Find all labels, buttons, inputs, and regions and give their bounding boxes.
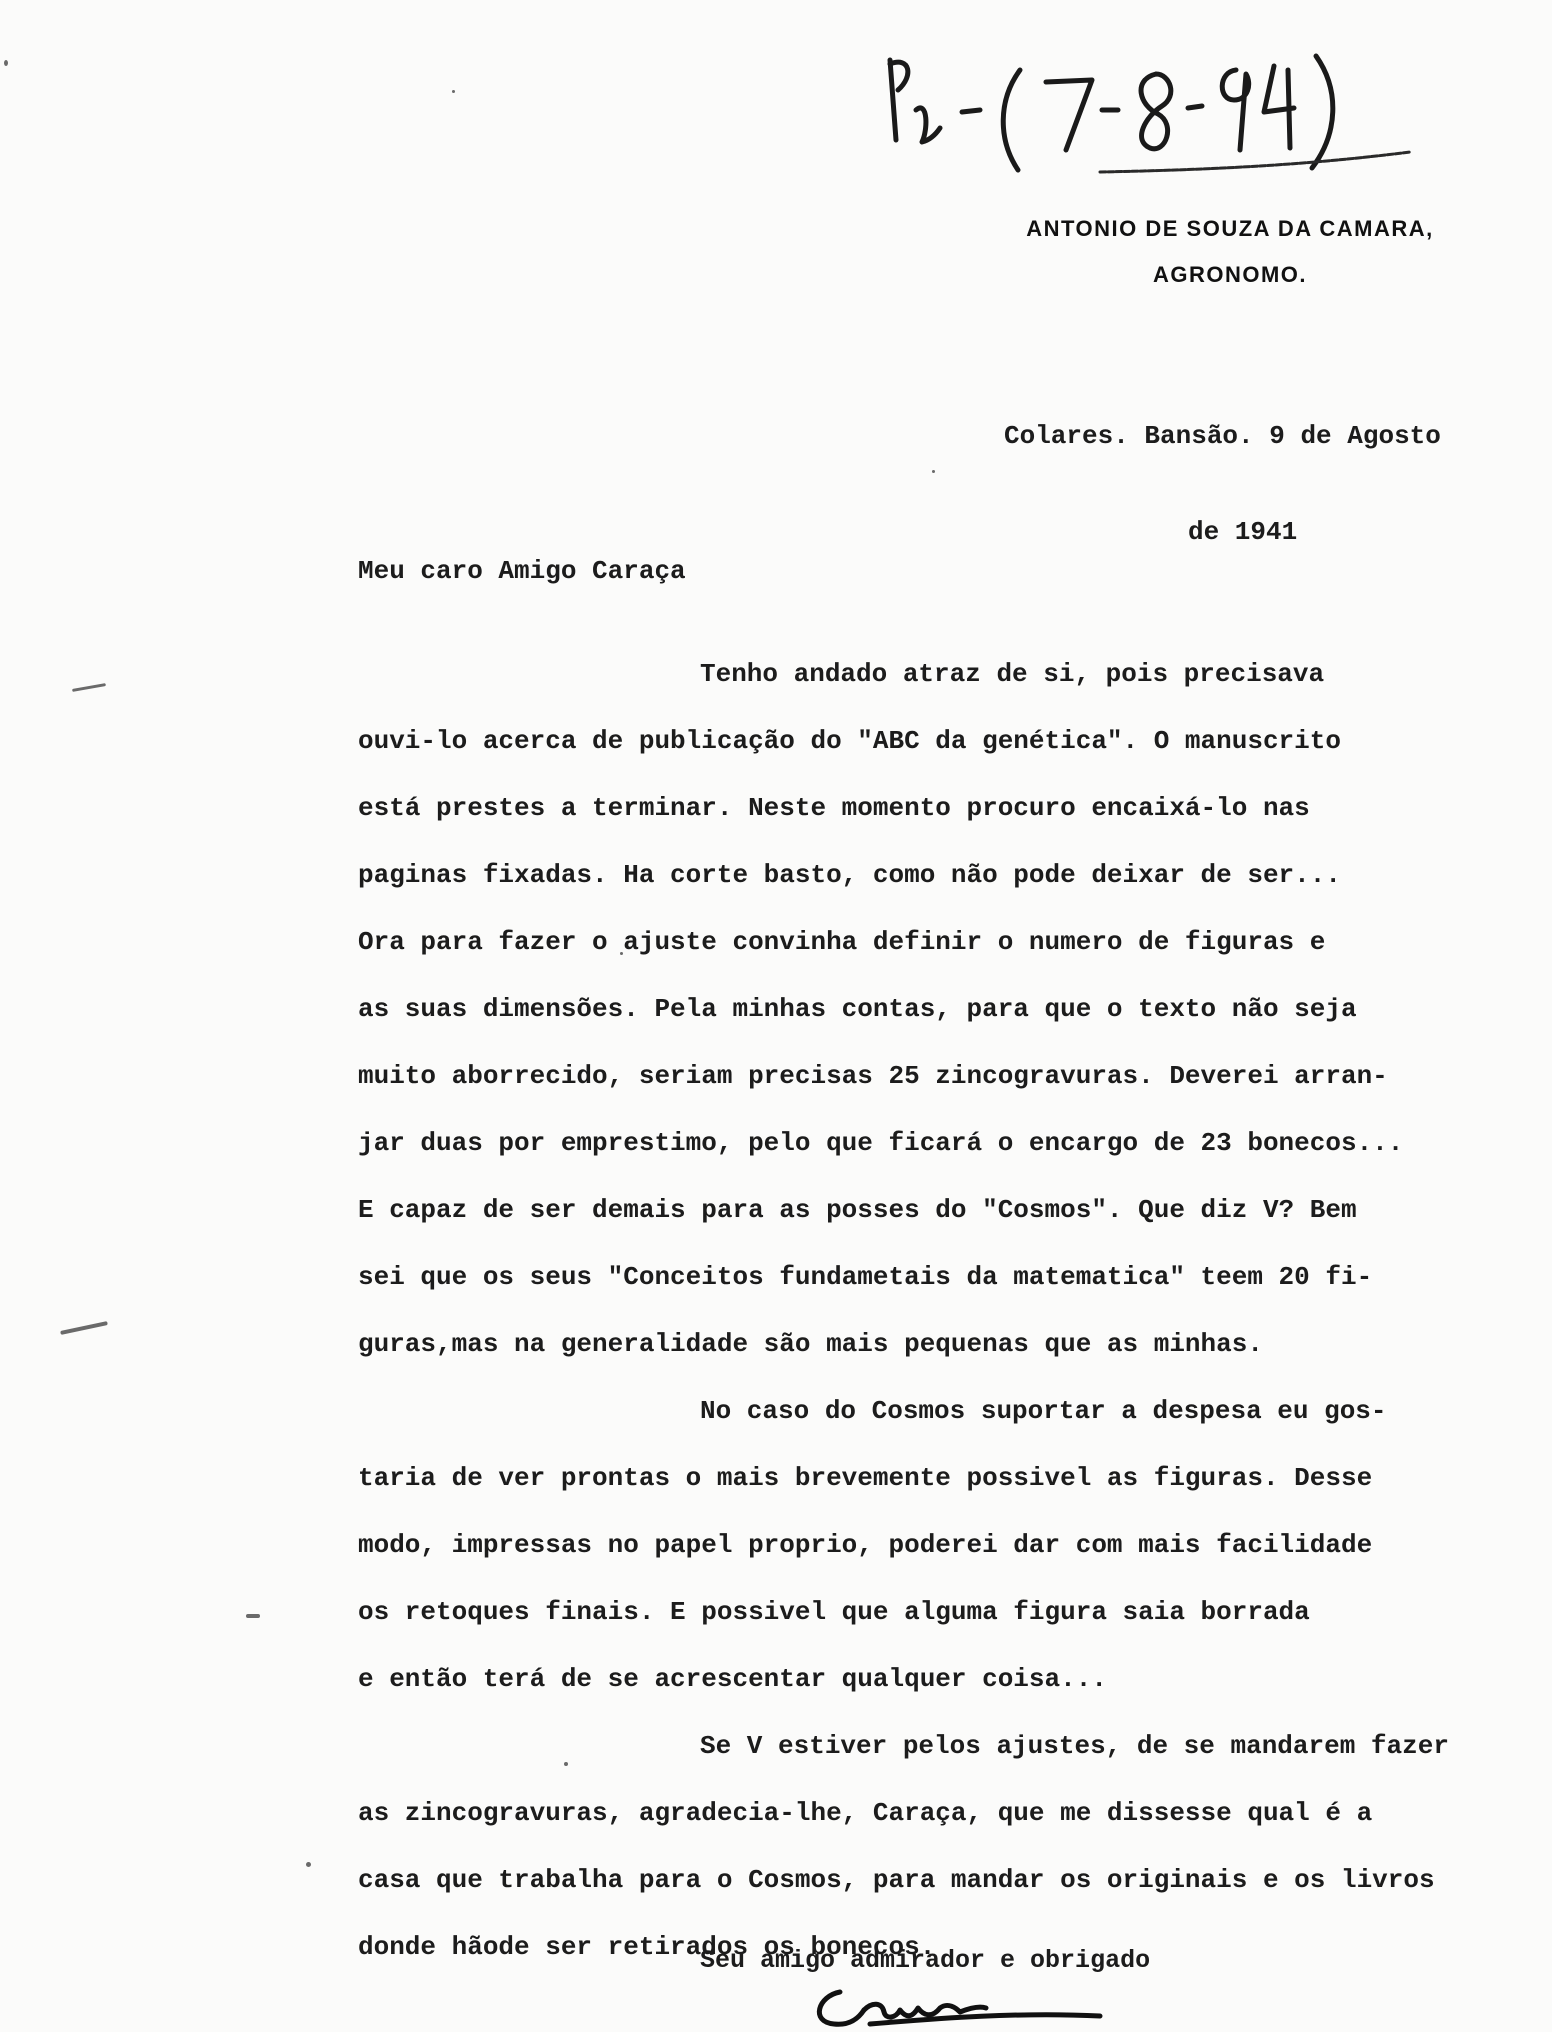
body-line: os retoques finais. E possivel que alguma figura saia borrada <box>358 1597 1310 1627</box>
body-line: Tenho andado atraz de si, pois precisava <box>700 659 1325 689</box>
scan-speck <box>246 1614 260 1618</box>
body-line: donde hãode ser retirados os bonecos. <box>358 1932 936 1962</box>
body-line: sei que os seus "Conceitos fundametais da matematica" teem 20 fi- <box>358 1262 1373 1292</box>
body-line: taria de ver prontas o mais brevemente possivel as figuras. Desse <box>358 1463 1373 1493</box>
handwritten-archive-mark <box>870 30 1430 180</box>
body-line: guras,mas na generalidade são mais pequenas que as minhas. <box>358 1329 1263 1359</box>
body-line: as zincogravuras, agradecia-lhe, Caraça, que me dissesse qual é a <box>358 1798 1373 1828</box>
letterhead <box>1010 206 1450 298</box>
body-line: e então terá de se acrescentar qualquer coisa... <box>358 1664 1107 1694</box>
scan-speck <box>452 90 455 93</box>
body-line: ouvi-lo acerca de publicação do "ABC da genética". O manuscrito <box>358 726 1341 756</box>
letter-body <box>358 654 1538 1994</box>
body-line: Se V estiver pelos ajustes, de se mandarem fazer <box>700 1731 1449 1761</box>
body-line: No caso do Cosmos suportar a despesa eu gos- <box>700 1396 1387 1426</box>
body-line: casa que trabalha para o Cosmos, para mandar os originais e os livros <box>358 1865 1435 1895</box>
body-line: está prestes a terminar. Neste momento procuro encaixá-lo nas <box>358 793 1310 823</box>
dateline <box>1004 356 1441 612</box>
closing: Seu amigo admirador e obrigado <box>700 1946 1151 1975</box>
body-line: modo, impressas no papel proprio, poderei dar com mais facilidade <box>358 1530 1373 1560</box>
dateline-place-date: Colares. Bansão. 9 de Agosto <box>1004 421 1441 451</box>
scan-speck <box>60 1321 108 1335</box>
scan-speck <box>932 470 935 473</box>
salutation: Meu caro Amigo Caraça <box>358 556 686 586</box>
scan-speck <box>4 60 8 66</box>
letterhead-profession: AGRONOMO. <box>1152 262 1308 287</box>
body-line: paginas fixadas. Ha corte basto, como não pode deixar de ser... <box>358 860 1341 890</box>
body-line: muito aborrecido, seriam precisas 25 zincogravuras. Deverei arran- <box>358 1061 1388 1091</box>
scan-speck <box>72 683 106 692</box>
body-line: jar duas por emprestimo, pelo que ficará o encargo de 23 bonecos... <box>358 1128 1404 1158</box>
signature <box>800 1972 1120 2032</box>
scan-speck <box>306 1862 311 1867</box>
letterhead-name: ANTONIO DE SOUZA DA CAMARA, <box>1026 216 1434 241</box>
dateline-year: de 1941 <box>1188 517 1298 547</box>
body-line: E capaz de ser demais para as posses do "Cosmos". Que diz V? Bem <box>358 1195 1357 1225</box>
body-line: Ora para fazer o ajuste convinha definir o numero de figuras e <box>358 927 1326 957</box>
body-line: as suas dimensões. Pela minhas contas, para que o texto não seja <box>358 994 1357 1024</box>
